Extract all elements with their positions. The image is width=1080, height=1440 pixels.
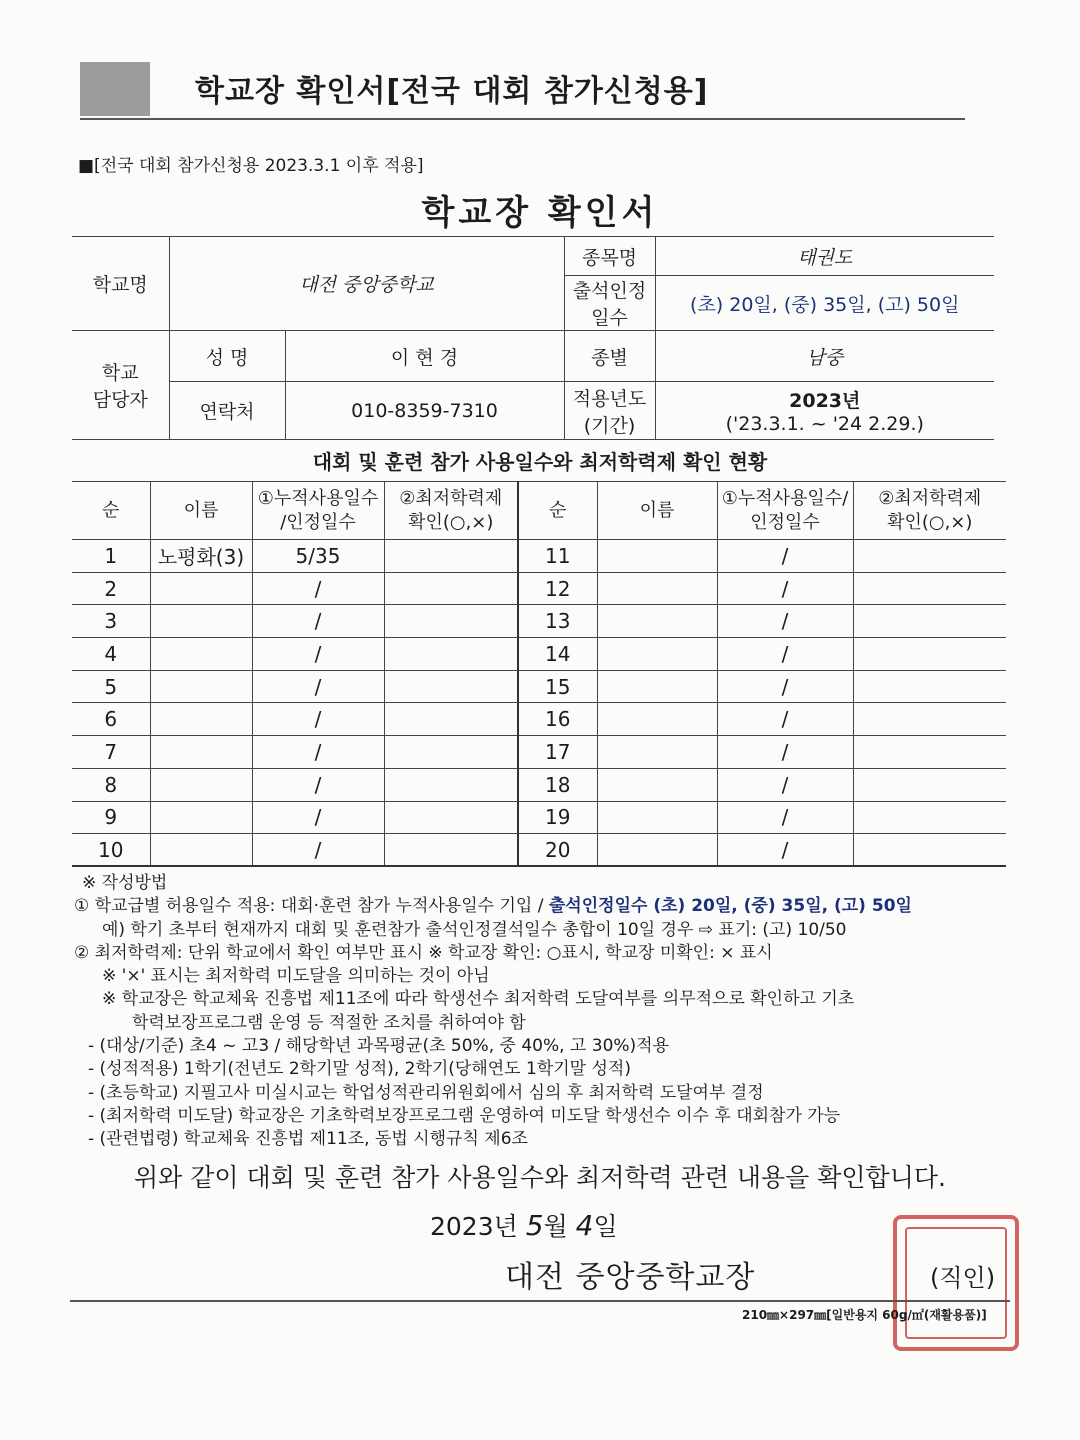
date-year: 2023년: [430, 1212, 518, 1241]
row-check: [384, 605, 518, 638]
row-check: [384, 736, 518, 769]
row-no: 16: [518, 703, 597, 736]
row-name: [597, 670, 717, 703]
main-title: 학교장 확인서: [421, 193, 659, 233]
note-1-example: 예) 학기 초부터 현재까지 대회 및 훈련참가 출석인정결석일수 총합이 10일 경우 ⇨ 표기: (고) 10/50: [102, 919, 847, 940]
school-label: 학교명: [72, 237, 169, 331]
row-days: /: [717, 670, 853, 703]
row-days: 5/35: [252, 540, 384, 573]
row-check: [853, 736, 1006, 769]
row-name: [150, 736, 252, 769]
row-check: [853, 638, 1006, 671]
name-label: 성 명: [169, 331, 285, 382]
header-check-1: ②최저학력제: [399, 487, 503, 509]
header-check: [384, 482, 518, 540]
table-row: [72, 638, 1006, 671]
table-row: [72, 834, 1006, 867]
row-days: /: [252, 703, 384, 736]
row-check: [384, 703, 518, 736]
sport-value: 태권도: [655, 237, 994, 276]
row-no: 7: [72, 736, 150, 769]
year-label: [564, 382, 655, 440]
note-1-highlight: 출석인정일수 (초) 20일, (중) 35일, (고) 50일: [548, 896, 912, 917]
row-name: [150, 605, 252, 638]
table-row: [72, 572, 1006, 605]
school-value: 대전 중앙중학교: [169, 237, 564, 331]
issue-date: [430, 1207, 618, 1243]
date-day-unit: 일: [593, 1212, 618, 1241]
row-days: /: [252, 736, 384, 769]
roster-table: [72, 481, 1006, 867]
row-name: [150, 801, 252, 834]
row-no: 5: [72, 670, 150, 703]
table-row: [72, 801, 1006, 834]
row-name: [597, 605, 717, 638]
top-divider: [80, 118, 965, 120]
table-row: [72, 540, 1006, 573]
row-name: 노평화(3): [150, 540, 252, 573]
row-no: 6: [72, 703, 150, 736]
row-name: [597, 768, 717, 801]
note-1-text: ① 학교급별 허용일수 적용: 대회·훈련 참가 누적사용일수 기입 /: [74, 896, 549, 917]
instructions-heading: ※ 작성방법: [82, 873, 168, 893]
row-check: [853, 540, 1006, 573]
row-no: 14: [518, 638, 597, 671]
row-name: [150, 834, 252, 867]
row-name: [597, 834, 717, 867]
header-days-2: /인정일수: [280, 511, 356, 533]
header-days-1: ①누적사용일수: [257, 487, 379, 509]
principal-name: 대전 중앙중학교장: [505, 1260, 756, 1295]
row-days: /: [717, 834, 853, 867]
date-month-unit: 월: [543, 1212, 568, 1241]
row-days: /: [717, 540, 853, 573]
row-days: /: [252, 572, 384, 605]
row-no: 12: [518, 572, 597, 605]
row-name: [597, 540, 717, 573]
detail-4: - (최저학력 미도달) 학교장은 기초학력보장프로그램 운영하여 미도달 학생선수 이수 후 대회참가 가능: [88, 1105, 841, 1126]
contact-label: 연락처: [169, 382, 285, 440]
row-name: [150, 768, 252, 801]
gender-label: 종별: [564, 331, 655, 382]
note-2-b1: ※ 학교장은 학교체육 진흥법 제11조에 따라 학생선수 최저학력 도달여부를 의무적으로 확인하고 기초: [102, 989, 855, 1010]
table-row: [72, 736, 1006, 769]
row-check: [384, 638, 518, 671]
row-check: [384, 834, 518, 867]
row-no: 8: [72, 768, 150, 801]
row-check: [384, 768, 518, 801]
name-value: 이 현 경: [285, 331, 564, 382]
row-name: [597, 703, 717, 736]
header-check-2: 확인(○,×): [408, 511, 494, 533]
row-name: [597, 638, 717, 671]
year-label-1: 적용년도: [572, 387, 647, 410]
row-check: [853, 670, 1006, 703]
date-month: 5: [525, 1209, 544, 1242]
detail-3: - (초등학교) 지필고사 미실시교는 학업성적관리위원회에서 심의 후 최저학력 도달여부 결정: [88, 1082, 764, 1103]
manager-label-1: 학교: [101, 362, 139, 384]
row-check: [384, 572, 518, 605]
table-row: [72, 768, 1006, 801]
header-no: 순: [72, 482, 150, 540]
header-check-b-2: 확인(○,×): [887, 511, 973, 533]
row-name: [150, 572, 252, 605]
bottom-divider: [70, 1300, 1010, 1302]
instructions: [74, 872, 1014, 1152]
row-no: 10: [72, 834, 150, 867]
form-label: ■[전국 대회 참가신청용 2023.3.1 이후 적용]: [78, 156, 424, 176]
note-2: ② 최저학력제: 단위 학교에서 확인 여부만 표시 ※ 학교장 확인: ○표시, 학교장 미확인: × 표시: [74, 942, 773, 963]
row-check: [853, 572, 1006, 605]
row-days: /: [252, 605, 384, 638]
header-name-b: 이름: [597, 482, 717, 540]
row-days: /: [252, 768, 384, 801]
row-name: [150, 670, 252, 703]
roster-section-title: 대회 및 훈련 참가 사용일수와 최저학력제 확인 현황: [312, 450, 768, 474]
row-days: /: [717, 605, 853, 638]
row-check: [853, 605, 1006, 638]
row-days: /: [717, 572, 853, 605]
paper-spec: 210㎜×297㎜[일반용지 60g/㎡(재활용품)]: [742, 1308, 987, 1322]
attendance-label-2: 일수: [591, 307, 628, 329]
row-days: /: [717, 768, 853, 801]
header-check-b: [853, 482, 1006, 540]
manager-label: [72, 331, 169, 440]
detail-1: - (대상/기준) 초4 ~ 고3 / 해당학년 과목평균(초 50%, 중 40%, 고 30%)적용: [88, 1036, 670, 1057]
row-days: /: [252, 834, 384, 867]
note-2-a: ※ '×' 표시는 최저학력 미도달을 의미하는 것이 아님: [102, 966, 490, 987]
year-value: [655, 382, 994, 440]
note-1: [74, 895, 1014, 918]
header-days-b: [717, 482, 853, 540]
manager-label-2: 담당자: [92, 389, 148, 411]
row-days: /: [252, 801, 384, 834]
row-check: [853, 768, 1006, 801]
row-days: /: [717, 736, 853, 769]
header-days: [252, 482, 384, 540]
table-row: [72, 605, 1006, 638]
row-days: /: [252, 670, 384, 703]
row-no: 17: [518, 736, 597, 769]
row-no: 19: [518, 801, 597, 834]
seal-label: (직인): [930, 1264, 996, 1292]
row-no: 20: [518, 834, 597, 867]
info-table: [72, 236, 994, 440]
row-no: 2: [72, 572, 150, 605]
header-days-b-2: 인정일수: [750, 511, 820, 533]
row-days: /: [717, 638, 853, 671]
document-title: 학교장 확인서[전국 대회 참가신청용]: [195, 74, 709, 109]
row-name: [150, 638, 252, 671]
contact-value: 010-8359-7310: [285, 382, 564, 440]
row-no: 13: [518, 605, 597, 638]
row-no: 15: [518, 670, 597, 703]
date-day: 4: [575, 1209, 594, 1242]
year-value-2: ('23.3.1. ~ '24 2.29.): [725, 413, 924, 435]
year-value-1: 2023년: [789, 390, 861, 412]
row-no: 18: [518, 768, 597, 801]
header-check-b-1: ②최저학력제: [878, 487, 982, 509]
row-check: [853, 703, 1006, 736]
confirmation-statement: 위와 같이 대회 및 훈련 참가 사용일수와 최저학력 관련 내용을 확인합니다.: [134, 1163, 946, 1192]
sport-label: 종목명: [564, 237, 655, 276]
row-check: [853, 801, 1006, 834]
attendance-value: (초) 20일, (중) 35일, (고) 50일: [655, 276, 994, 331]
header-days-b-1: ①누적사용일수/: [721, 487, 849, 509]
header-no-b: 순: [518, 482, 597, 540]
table-row: [72, 670, 1006, 703]
row-days: /: [252, 638, 384, 671]
attendance-label-1: 출석인정: [572, 280, 647, 302]
detail-2: - (성적적용) 1학기(전년도 2학기말 성적), 2학기(당해연도 1학기말 성적): [88, 1059, 631, 1080]
row-name: [597, 572, 717, 605]
attendance-label: [564, 276, 655, 331]
row-no: 11: [518, 540, 597, 573]
detail-5: - (관련법령) 학교체육 진흥법 제11조, 동법 시행규칙 제6조: [88, 1129, 528, 1150]
row-check: [853, 834, 1006, 867]
row-no: 4: [72, 638, 150, 671]
row-check: [384, 540, 518, 573]
gray-header-block: [80, 62, 150, 116]
row-name: [150, 703, 252, 736]
row-check: [384, 670, 518, 703]
row-no: 1: [72, 540, 150, 573]
row-days: /: [717, 801, 853, 834]
note-2-b2: 학력보장프로그램 운영 등 적절한 조치를 취하여야 함: [132, 1012, 526, 1033]
row-name: [597, 801, 717, 834]
row-no: 9: [72, 801, 150, 834]
row-name: [597, 736, 717, 769]
table-row: [72, 703, 1006, 736]
header-name: 이름: [150, 482, 252, 540]
row-no: 3: [72, 605, 150, 638]
gender-value: 남중: [655, 331, 994, 382]
row-days: /: [717, 703, 853, 736]
year-label-2: (기간): [583, 414, 636, 437]
row-check: [384, 801, 518, 834]
